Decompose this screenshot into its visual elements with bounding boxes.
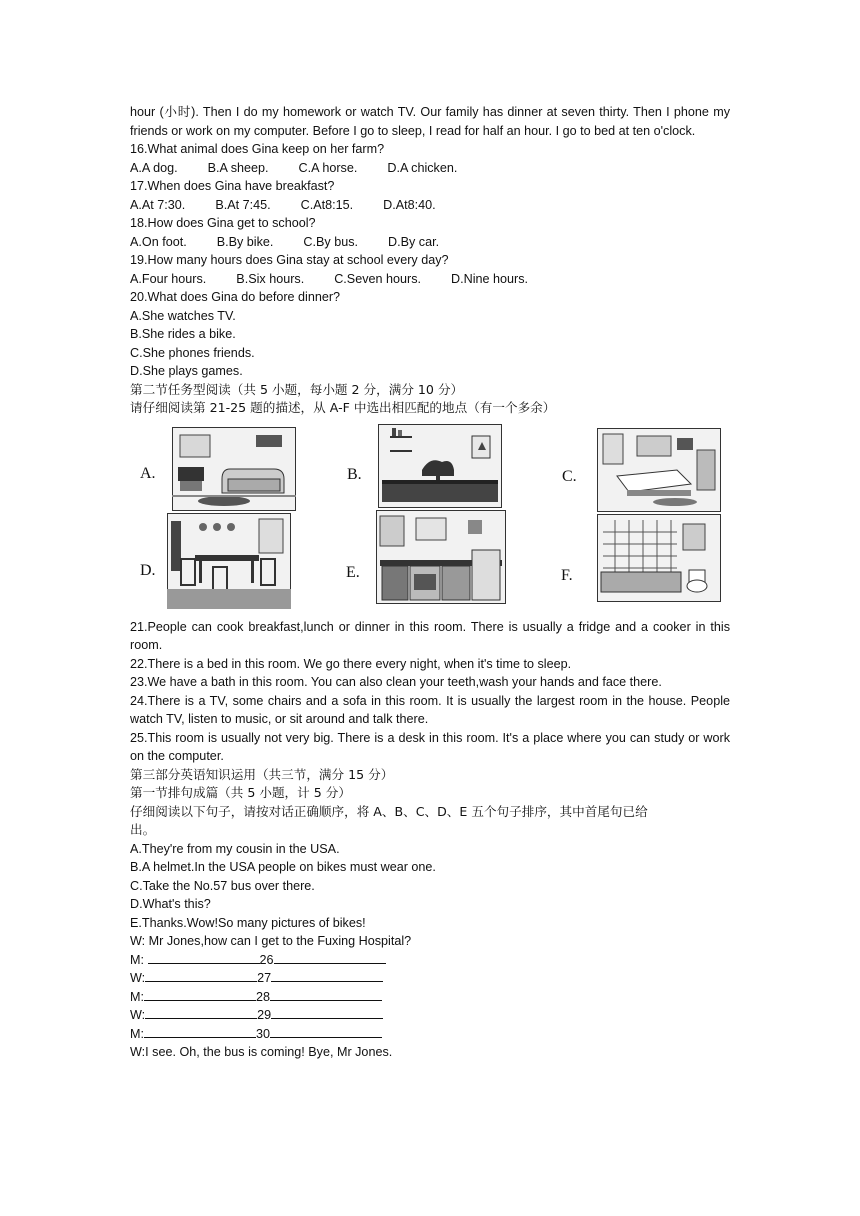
option-c: C.At8:15. [300, 197, 354, 212]
answer-blank-right[interactable] [271, 1006, 383, 1019]
study-picture [378, 424, 502, 508]
speaker: W: [130, 1008, 146, 1022]
blank-number: 26 [259, 952, 274, 967]
sentence-c: C.Take the No.57 bus over there. [130, 878, 315, 893]
question-block-16 [130, 140, 730, 177]
blank-number: 29 [257, 1008, 272, 1022]
question-text: 19.How many hours does Gina stay at school every day? [130, 253, 449, 267]
option-c: C.A horse. [298, 160, 358, 175]
question-options [130, 196, 730, 215]
question-text: 18.How does Gina get to school? [130, 216, 316, 230]
option-d: D.A chicken. [387, 160, 458, 175]
blank-number: 30 [256, 1026, 271, 1041]
answer-blank-right[interactable] [274, 951, 386, 964]
question-block-18 [130, 214, 730, 251]
option-a: A.On foot. [130, 234, 187, 249]
option-d: D.She plays games. [130, 364, 243, 378]
picture-label-d: D. [140, 561, 156, 579]
question-options [130, 159, 730, 178]
speaker: M: [130, 1026, 144, 1041]
dialog-blank-30 [130, 1025, 730, 1044]
picture-label-a: A. [140, 464, 156, 482]
answer-blank-right[interactable] [270, 1025, 382, 1038]
option-b: B.At 7:45. [215, 197, 271, 212]
question-block-20 [130, 288, 730, 381]
option-b: B.Six hours. [236, 271, 305, 286]
living-room-picture [172, 427, 296, 511]
bedroom-picture [597, 428, 721, 512]
part-3-title: 第三部分英语知识运用（共三节，满分 15 分） [130, 766, 394, 782]
answer-blank-left[interactable] [144, 988, 256, 1001]
question-text: 17.When does Gina have breakfast? [130, 179, 335, 193]
bathroom-picture [597, 514, 721, 602]
option-d: D.At8:40. [383, 197, 436, 212]
dialog-last-line: W:I see. Oh, the bus is coming! Bye, Mr Jones. [130, 1045, 393, 1059]
sentence-e: E.Thanks.Wow!So many pictures of bikes! [130, 915, 366, 930]
part-3-section-1-title: 第一节排句成篇（共 5 小题，计 5 分） [130, 785, 351, 800]
option-b: B.A sheep. [207, 160, 269, 175]
answer-blank-right[interactable] [270, 988, 382, 1001]
passage-ending: hour (小时). Then I do my homework or watch TV. Our family has dinner at seven thirty. Then I phone my friends or work on my computer. Before I go to sleep, I read for half an hour. I go to bed at ten o'clock. [130, 105, 730, 138]
speaker: W: [130, 971, 146, 985]
item-23: 23.We have a bath in this room. You can also clean your teeth,wash your hands and face there. [130, 675, 662, 689]
picture-label-f: F. [561, 566, 573, 584]
dialog-first-line: W: Mr Jones,how can I get to the Fuxing Hospital? [130, 934, 412, 948]
part-3-instruction-line-1: 仔细阅读以下句子，请按对话正确顺序，将 A、B、C、D、E 五个句子排序，其中首尾句已给 [130, 803, 648, 819]
blank-number: 28 [256, 989, 271, 1004]
dialog-blank-28 [130, 988, 730, 1007]
option-d: D.Nine hours. [451, 271, 529, 286]
item-21: 21.People can cook breakfast,lunch or dinner in this room. There is usually a fridge and a cooker in this room. [130, 619, 730, 652]
answer-blank-right[interactable] [271, 969, 383, 982]
exam-page [130, 103, 730, 1062]
option-b: B.She rides a bike. [130, 327, 236, 341]
option-c: C.Seven hours. [334, 271, 422, 286]
option-a: A.At 7:30. [130, 197, 186, 212]
question-options [130, 233, 730, 252]
speaker: M: [130, 989, 144, 1004]
item-22: 22.There is a bed in this room. We go there every night, when it's time to sleep. [130, 656, 572, 671]
question-text: 20.What does Gina do before dinner? [130, 290, 341, 304]
option-a: A.A dog. [130, 160, 178, 175]
answer-blank-left[interactable] [144, 1025, 256, 1038]
section-2-title: 第二节任务型阅读（共 5 小题，每小题 2 分，满分 10 分） [130, 381, 464, 397]
item-25: 25.This room is usually not very big. There is a desk in this room. It's a place where you can study or work on the computer. [130, 730, 730, 763]
answer-blank-left[interactable] [145, 1006, 257, 1019]
room-pictures [130, 424, 730, 616]
blank-number: 27 [257, 971, 272, 985]
part-3-instruction-line-2: 出。 [130, 822, 156, 837]
answer-blank-left[interactable] [145, 969, 257, 982]
speaker: M: [130, 952, 148, 967]
option-b: B.By bike. [216, 234, 274, 249]
question-text: 16.What animal does Gina keep on her farm? [130, 142, 385, 156]
picture-label-c: C. [562, 467, 577, 485]
dialog-blank-29 [130, 1006, 730, 1025]
kitchen-picture [376, 510, 506, 604]
option-c: C.By bus. [303, 234, 358, 249]
option-c: C.She phones friends. [130, 345, 255, 360]
dialog-blank-26 [130, 951, 730, 970]
option-a: A.Four hours. [130, 271, 207, 286]
answer-blank-left[interactable] [148, 951, 260, 964]
sentence-a: A.They're from my cousin in the USA. [130, 841, 340, 856]
sentence-b: B.A helmet.In the USA people on bikes must wear one. [130, 860, 436, 874]
dialog-blank-27 [130, 969, 730, 988]
picture-label-b: B. [347, 465, 362, 483]
section-2-instruction: 请仔细阅读第 21-25 题的描述，从 A-F 中选出相匹配的地点（有一个多余） [130, 400, 556, 415]
item-24: 24.There is a TV, some chairs and a sofa in this room. It is usually the largest room in the house. People watch TV, listen to music, or sit around and talk there. [130, 693, 730, 726]
dining-room-picture [167, 513, 291, 609]
question-options [130, 270, 730, 289]
option-d: D.By car. [388, 234, 440, 249]
option-a: A.She watches TV. [130, 308, 236, 323]
picture-label-e: E. [346, 563, 360, 581]
question-block-19 [130, 251, 730, 288]
sentence-d: D.What's this? [130, 897, 211, 911]
question-block-17 [130, 177, 730, 214]
